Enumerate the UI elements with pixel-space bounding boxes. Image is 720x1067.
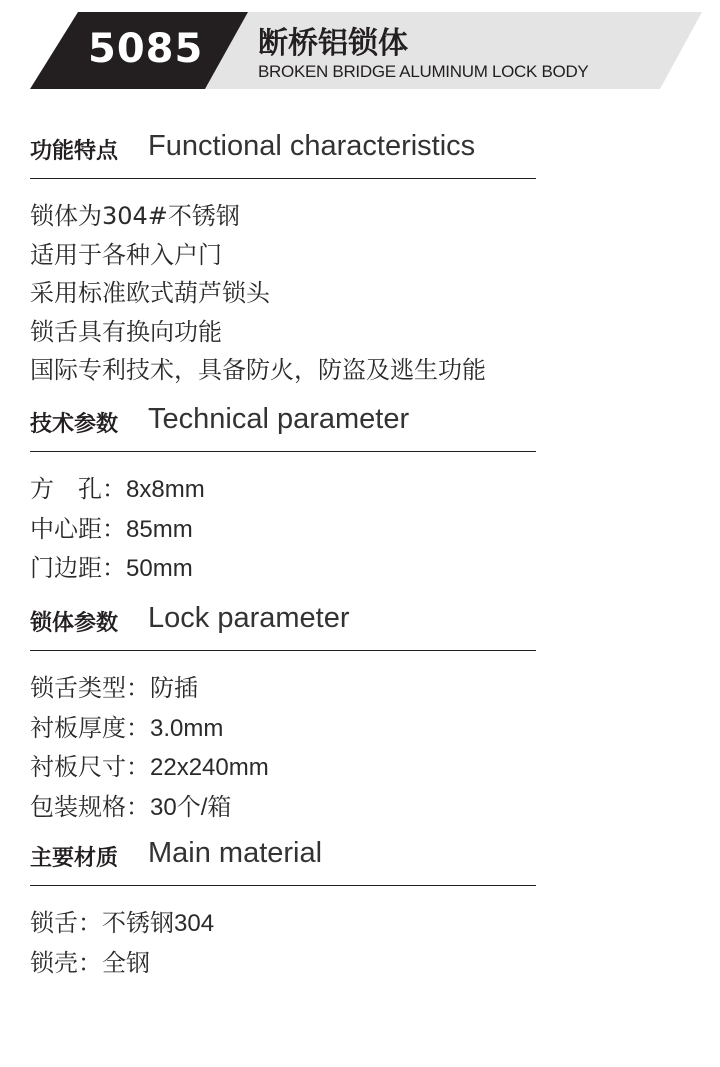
param-key: 衬板厚度： (30, 713, 150, 742)
list-item (30, 549, 536, 589)
param-key: 锁壳： (30, 948, 102, 977)
section-title-en: Functional characteristics (148, 130, 476, 162)
param-value: 防插 (150, 675, 198, 702)
section-header (30, 837, 536, 886)
list-item: 锁体为304#不锈钢 (30, 202, 240, 230)
product-title-cn: 断桥铝锁体 (258, 26, 408, 61)
list-item (30, 470, 536, 510)
param-key: 锁舌： (30, 909, 102, 937)
list-item: 适用于各种入户门 (30, 240, 222, 269)
feature-list (30, 197, 536, 390)
section-title-en: Technical parameter (148, 403, 410, 435)
param-value: 3.0mm (150, 714, 224, 742)
param-key: 包装规格： (30, 792, 150, 821)
param-value: 不锈钢304 (102, 910, 215, 937)
list-item (30, 904, 536, 944)
section-title-en: Lock parameter (148, 602, 350, 634)
section-title-en: Main material (148, 837, 323, 869)
section-header (30, 130, 536, 179)
section-functional-characteristics (30, 130, 536, 390)
param-value: 85mm (126, 515, 193, 543)
section-header (30, 403, 536, 452)
section-title-cn: 锁体参数 (30, 611, 119, 636)
product-title-en: BROKEN BRIDGE ALUMINUM LOCK BODY (258, 62, 589, 81)
param-key: 方 孔： (30, 475, 126, 503)
list-item: 国际专利技术，具备防火，防盗及逃生功能 (30, 356, 486, 384)
section-title-cn: 主要材质 (30, 846, 119, 871)
param-value: 8x8mm (126, 476, 205, 503)
list-item: 采用标准欧式葫芦锁头 (30, 279, 270, 307)
list-item: 锁舌具有换向功能 (30, 317, 222, 346)
param-key: 衬板尺寸： (30, 753, 150, 781)
section-main-material (30, 837, 536, 983)
list-item (30, 510, 536, 550)
material-list (30, 904, 536, 983)
section-title-cn: 功能特点 (30, 139, 119, 164)
model-number: 5085 (88, 26, 204, 72)
param-value: 30个/箱 (150, 793, 232, 821)
list-item (30, 748, 536, 788)
list-item (30, 669, 536, 709)
section-header (30, 602, 536, 651)
list-item (30, 709, 536, 749)
parameter-list (30, 470, 536, 589)
param-key: 中心距： (30, 514, 126, 543)
param-key: 门边距： (30, 554, 126, 582)
param-value: 全钢 (102, 949, 150, 977)
header-banner (0, 0, 720, 100)
param-value: 50mm (126, 555, 193, 582)
parameter-list (30, 669, 536, 827)
list-item (30, 788, 536, 828)
list-item (30, 944, 536, 984)
section-lock-parameter (30, 602, 536, 827)
section-technical-parameter (30, 403, 536, 589)
param-value: 22x240mm (150, 754, 269, 781)
param-key: 锁舌类型： (30, 674, 150, 702)
section-title-cn: 技术参数 (30, 412, 119, 437)
